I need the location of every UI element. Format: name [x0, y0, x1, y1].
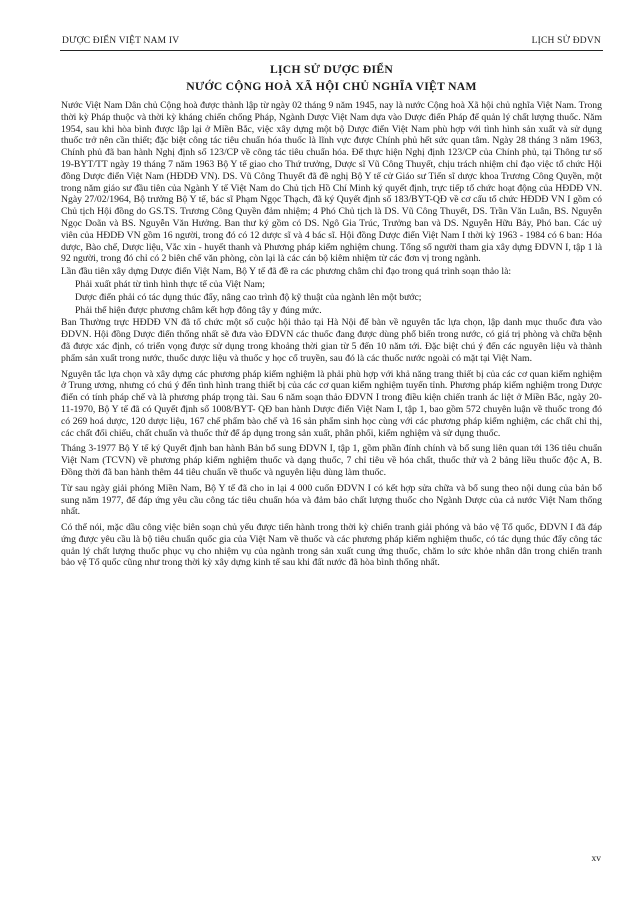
header-section-title: LỊCH SỬ ĐDVN [531, 36, 601, 46]
principle-item: Phải thể hiện được phương châm kết hợp đông tây y đúng mức. [75, 304, 322, 316]
paragraph-history: Nước Việt Nam Dân chủ Cộng hoà được thành lập từ ngày 02 tháng 9 năm 1945, nay là nước Cộng hoà Xã hội chủ nghĩa Việt Nam. Trong thời kỳ Pháp thuộc và thời kỳ kháng chiến chống Pháp, Ngành Dược Việt Nam dựa vào Dược điển Pháp để quản lý chất lượng thuốc. Năm 1954, sau khi hòa bình được lập lại ở Miền Bắc, việc xây dựng một bộ Dược điển Việt Nam phù hợp với tình hình sản xuất và sử dụng thuốc trở nên cần thiết; đặc biệt công tác tiêu chuẩn hóa thuốc là lĩnh vực được Chính phủ hết sức quan tâm. Ngày 28 tháng 3 năm 1963, Chính phủ đã ban hành Nghị định số 123/CP về công tác tiêu chuẩn hóa. Để thực hiện Nghị định 123/CP của Chính phủ, tại Thông tư số 19-BYT/TT ngày 19 tháng 7 năm 1963 Bộ Y tế giao cho Thứ trưởng, Dược sĩ Vũ Công Thuyết, chịu trách nhiệm chỉ đạo việc tổ chức Hội đồng Dược điển Việt Nam (HĐDĐ VN). DS. Vũ Công Thuyết đã đề nghị Bộ Y tế cử Giáo sư Tiến sĩ dược khoa Trương Công Quyền, một trong năm giáo sư đầu tiên của Ngành Y tế Việt Nam do Chủ tịch Hồ Chí Minh ký quyết định, trực tiếp tổ chức hoạt động của HĐDĐ VN. Ngày 27/02/1964, Bộ trưởng Bộ Y tế, bác sĩ Phạm Ngọc Thạch, đã ký Quyết định số 183/BYT-QĐ về cơ cấu tổ chức HĐDĐ VN I gồm có Chủ tịch Hội đồng do GS.TS. Trương Công Quyền đảm nhiệm; 4 Phó Chủ tịch là DS. Vũ Công Thuyết, DS. Trần Văn Luân, BS. Nguyễn Ngọc Doãn và BS. Nguyễn Văn Hưởng. Ban thư ký gồm có DS. Ngô Gia Trúc, Trưởng ban và DS. Nguyễn Hữu Bảy, Phó ban. Các uỷ viên của HĐDĐ VN gồm 16 người, trong đó có 12 dược sĩ và 4 bác sĩ. Hội đồng Dược điển Việt Nam I thời kỳ 1963 - 1984 có 6 ban: Hóa dược, Bào chế, Dược liệu, Vắc xin - huyết thanh và Phương pháp kiểm nghiệm chung. Tổng số người tham gia xây dựng ĐDVN I, tập 1 là 92 người, trong đó chỉ có 2 biên chế văn phòng, còn lại là các cán bộ kiêm nhiệm từ các đơn vị trong ngành. [61, 100, 602, 265]
paragraph-principles-intro: Lần đầu tiên xây dựng Dược điển Việt Nam, Bộ Y tế đã đề ra các phương châm chỉ đạo trong quá trình soạn thảo là: [61, 266, 512, 278]
page-number: xv [591, 854, 601, 864]
paragraph-supplement-1977: Tháng 3-1977 Bộ Y tế ký Quyết định ban hành Bản bổ sung ĐDVN I, tập 1, gồm phần đính chính và bổ sung liên quan tới 136 tiêu chuẩn Việt Nam (TCVN) về phương pháp kiểm nghiệm thuốc và dạng thuốc, 7 chỉ tiêu về hóa chất, thuốc thử và 2 bảng liều thuốc độc A, B. Đồng thời đã ban hành thêm 44 tiêu chuẩn về thuốc và nguyên liệu dùng làm thuốc. [61, 443, 602, 478]
paragraph-methods: Nguyên tắc lựa chọn và xây dựng các phương pháp kiểm nghiệm là phải phù hợp với khả năng trang thiết bị của các cơ quan kiểm nghiệm ở Trung ương, nhưng có chú ý đến tình hình trang thiết bị của các cơ quan kiểm nghiệm tuyến tỉnh. Phương pháp kiểm nghiệm trong Dược điển có tính pháp chế và là phương pháp trọng tài. Sau 6 năm soạn thảo ĐDVN I trong điều kiện chiến tranh ác liệt ở Miền Bắc, ngày 20-11-1970, Bộ Y tế đã có Quyết định số 1008/BYT- QĐ ban hành Dược điển Việt Nam I, tập 1, bao gồm 572 chuyên luận về thuốc trong đó có 269 hoá dược, 120 dược liệu, 167 chế phẩm bào chế và 16 sản phẩm sinh học cùng với các phương pháp kiểm nghiệm, các chất chỉ thị, các chất đối chiếu, chất chuẩn và thuốc thử để áp dụng trong sản xuất, phân phối, kiểm nghiệm và sử dụng thuốc. [61, 368, 602, 439]
header-book-title: DƯỢC ĐIỂN VIỆT NAM IV [62, 36, 180, 46]
principle-item: Phải xuất phát từ tình hình thực tế của Việt Nam; [75, 278, 265, 290]
paragraph-selection: Ban Thường trực HĐDĐ VN đã tổ chức một số cuộc hội thảo tại Hà Nội để bàn về nguyên tắc lựa chọn, lập danh mục thuốc đưa vào ĐDVN. Hội đồng Dược điển thống nhất sẽ đưa vào ĐDVN các thuốc đang được dùng phổ biến trong nước, có giá trị phòng và chữa bệnh đã được xác định, có triển vọng được sử dụng trong khoảng thời gian từ 5 đến 10 năm tới. Đặc biệt chú ý đến các nguyên liệu và thành phẩm sản xuất trong nước, thuốc dược liệu và thuốc y học cổ truyền, sau đó là các thuốc nước ngoài có mặt tại Việt Nam. [61, 317, 602, 364]
running-header [62, 36, 601, 50]
principle-item: Dược điển phải có tác dụng thúc đẩy, nâng cao trình độ kỹ thuật của ngành lên một bước; [75, 291, 422, 303]
paragraph-conclusion: Có thể nói, mặc dầu công việc biên soạn chủ yếu được tiến hành trong thời kỳ chiến tranh giải phóng và bảo vệ Tổ quốc, ĐDVN I đã đáp ứng được yêu cầu là bộ tiêu chuẩn quốc gia của Việt Nam về thuốc và các phương pháp kiểm nghiệm thuốc, có tác dụng thúc đẩy công tác quản lý chất lượng thuốc phục vụ cho nhiệm vụ của ngành trong sản xuất cung ứng thuốc, chăm lo sức khỏe nhân dân trong chiến tranh bảo vệ Tổ quốc cũng như trong thời kỳ xây dựng kinh tế sau khi đất nước đã hòa bình thống nhất. [61, 522, 602, 569]
document-body [61, 100, 602, 570]
title-line-2: NƯỚC CỘNG HOÀ XÃ HỘI CHỦ NGHĨA VIỆT NAM [186, 80, 477, 93]
header-rule [60, 50, 603, 51]
paragraph-reprint: Từ sau ngày giải phóng Miền Nam, Bộ Y tế đã cho in lại 4 000 cuốn ĐDVN I có kết hợp sửa chữa và bổ sung theo nội dung của bản bổ sung năm 1977, để đáp ứng yêu cầu công tác tiêu chuẩn hóa và đảm bảo chất lượng thuốc cho Ngành Dược của cả nước Việt Nam thống nhất. [61, 482, 602, 518]
title-line-1: LỊCH SỬ DƯỢC ĐIỂN [269, 63, 394, 76]
page-title [60, 61, 603, 95]
